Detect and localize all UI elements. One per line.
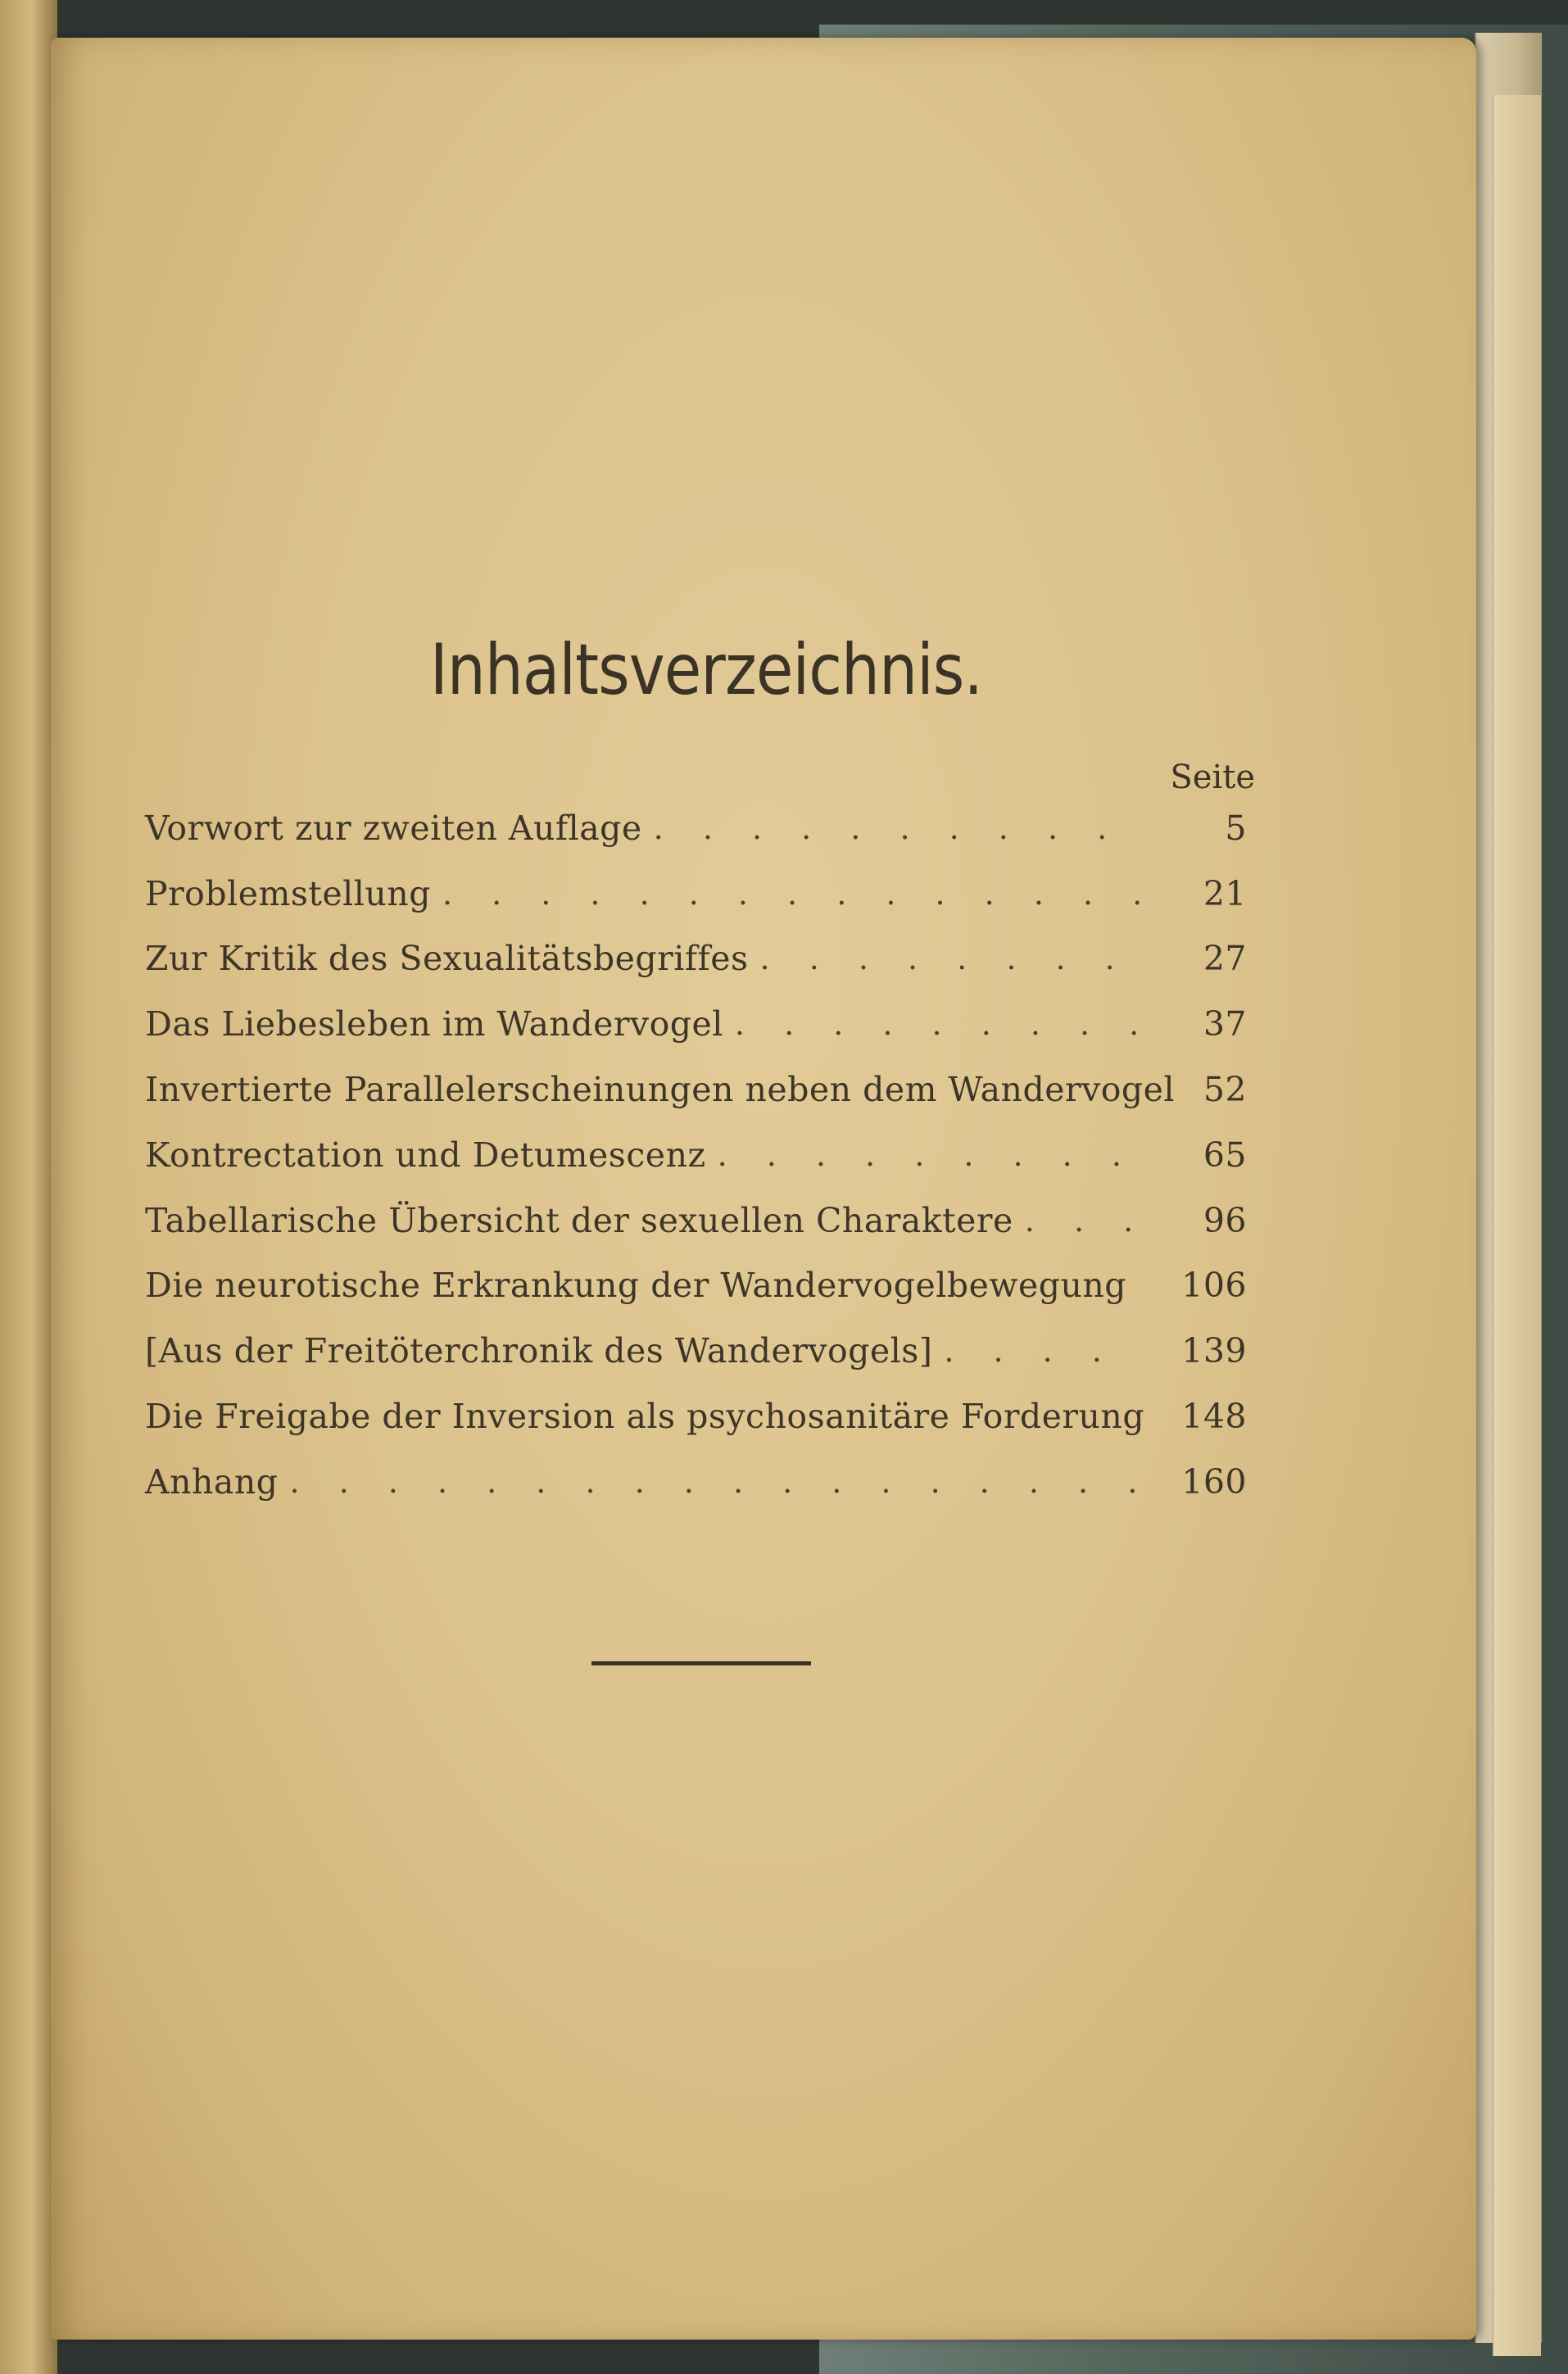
toc-entry-title: Das Liebesleben im Wandervogel xyxy=(145,1004,723,1044)
leader-dots xyxy=(442,876,1140,912)
toc-entry-title: Tabellarische Übersicht der sexuellen Charaktere xyxy=(145,1200,1013,1240)
toc-entry-page: 52 xyxy=(1203,1070,1247,1110)
toc-entry-page: 27 xyxy=(1203,939,1247,979)
leader-dots xyxy=(735,1006,1140,1042)
toc-entry-page: 65 xyxy=(1203,1135,1247,1175)
page-title: Inhaltsverzeichnis. xyxy=(429,629,983,711)
toc-entry xyxy=(145,1253,1247,1319)
book-page xyxy=(51,38,1476,2340)
toc-entry-page: 139 xyxy=(1181,1331,1247,1371)
toc-entry-title: Die Freigabe der Inversion als psychosanitäre Forderung xyxy=(145,1397,1145,1437)
toc-entry-title: Kontrectation und Detumescenz xyxy=(145,1135,706,1175)
toc-entry-title: Problemstellung xyxy=(145,873,431,913)
toc-entry xyxy=(145,1384,1247,1449)
toc-entry xyxy=(145,1188,1247,1253)
toc-entry-title: Vorwort zur zweiten Auflage xyxy=(145,808,642,848)
leader-dots xyxy=(290,1464,1140,1500)
toc-entry xyxy=(145,1318,1247,1384)
toc-entry xyxy=(145,991,1247,1057)
facing-page-edge xyxy=(0,0,57,2374)
leader-dots xyxy=(760,940,1140,976)
toc-entry xyxy=(145,795,1247,861)
table-of-contents xyxy=(145,795,1247,1515)
leader-dots xyxy=(654,810,1140,846)
leader-dots xyxy=(718,1137,1140,1173)
leader-dots xyxy=(944,1333,1140,1369)
toc-entry-title: Anhang xyxy=(145,1461,279,1502)
toc-entry-page: 160 xyxy=(1181,1461,1247,1502)
toc-entry xyxy=(145,1057,1247,1122)
toc-entry-page: 37 xyxy=(1203,1004,1247,1044)
toc-entry-page: 5 xyxy=(1225,808,1247,848)
page-stack-edge xyxy=(1493,95,1541,2356)
toc-entry xyxy=(145,1122,1247,1188)
toc-entry-title: Zur Kritik des Sexualitätsbegriffes xyxy=(145,939,749,979)
page-column-header: Seite xyxy=(1170,759,1255,796)
toc-entry xyxy=(145,861,1247,926)
toc-entry-page: 148 xyxy=(1181,1397,1247,1437)
closing-rule xyxy=(591,1661,811,1665)
leader-dots xyxy=(1025,1203,1140,1239)
toc-entry xyxy=(145,926,1247,992)
toc-entry-page: 106 xyxy=(1181,1266,1247,1306)
toc-entry-title: [Aus der Freitöterchronik des Wandervogels] xyxy=(145,1331,933,1371)
toc-entry-title: Invertierte Parallelerscheinungen neben dem Wandervogel xyxy=(145,1070,1176,1110)
toc-entry xyxy=(145,1449,1247,1515)
toc-entry-title: Die neurotische Erkrankung der Wandervogelbewegung xyxy=(145,1266,1127,1306)
toc-entry-page: 96 xyxy=(1203,1200,1247,1240)
toc-entry-page: 21 xyxy=(1203,873,1247,913)
